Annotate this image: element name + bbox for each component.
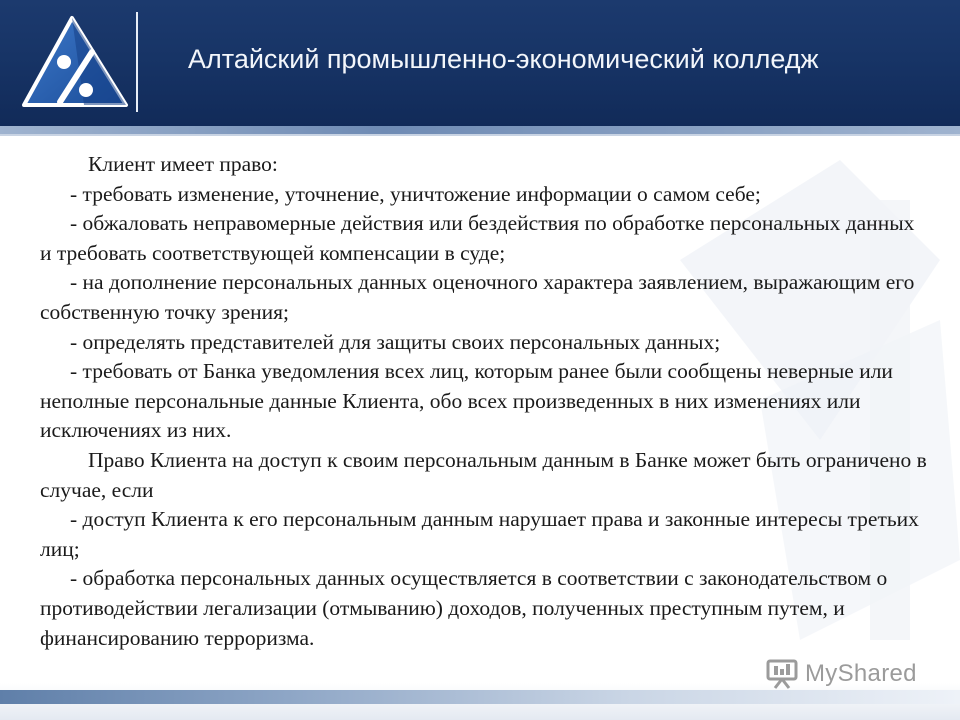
restriction-item: - обработка персональных данных осуществляется в соответствии с законодательством о противодействии легализации (отмыванию) доходов, полученных преступным путем, и финансированию терроризма.	[40, 566, 888, 650]
slide-content	[40, 150, 930, 653]
presentation-board-icon	[765, 659, 799, 689]
right-item: - обжаловать неправомерные действия или бездействия по обработке персональных данных и требовать соответствующей компенсации в суде;	[40, 211, 915, 265]
rights-intro: Клиент имеет право:	[88, 152, 278, 176]
college-logo-icon	[14, 10, 129, 115]
watermark-text: MyShared	[805, 660, 917, 687]
header-stripe	[0, 126, 960, 134]
right-item: - требовать от Банка уведомления всех лиц, которым ранее были сообщены неверные или неполные персональные данные Клиента, обо всех произведенных в них изменениях или исключениях из них.	[40, 359, 893, 443]
restriction-intro: Право Клиента на доступ к своим персональным данным в Банке может быть ограничено в случае, если	[40, 447, 927, 502]
logo-divider	[136, 12, 138, 112]
header-divider-line	[0, 134, 960, 136]
restriction-item: - доступ Клиента к его персональным данным нарушает права и законные интересы третьих лиц;	[40, 507, 919, 561]
header-bar	[0, 0, 960, 128]
right-item: - на дополнение персональных данных оценочного характера заявлением, выражающим его собственную точку зрения;	[40, 270, 915, 324]
right-item: - требовать изменение, уточнение, уничтожение информации о самом себе;	[70, 181, 761, 206]
right-item: - определять представителей для защиты своих персональных данных;	[70, 329, 721, 354]
myshared-watermark	[765, 654, 917, 694]
college-title: Алтайский промышленно-экономический колледж	[188, 44, 819, 74]
